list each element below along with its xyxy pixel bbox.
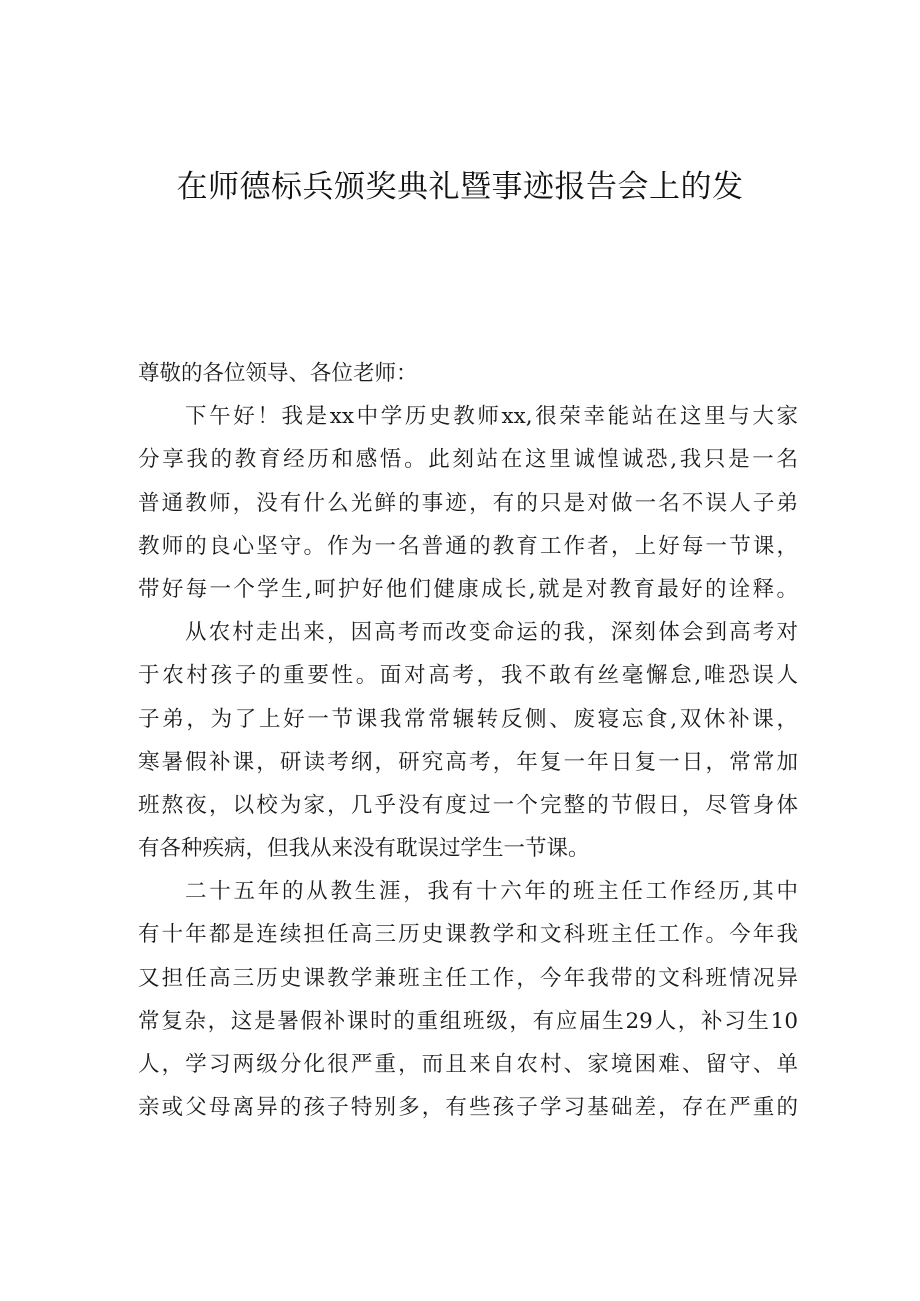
paragraph-line: 寒暑假补课，研读考纲，研究高考，年复一年日复一日，常常加 [138,749,798,775]
salutation: 尊敬的各位领导、各位老师： [138,361,418,386]
paragraph-line: 下午好！我是xx中学历史教师xx,很荣幸能站在这里与大家 [185,404,798,430]
document-title: 在师德标兵颁奖典礼暨事迹报告会上的发 [176,169,744,205]
paragraph-line: 二十五年的从教生涯，我有十六年的班主任工作经历,其中 [185,879,798,905]
paragraph-line: 亲或父母离异的孩子特别多，有些孩子学习基础差，存在严重的 [138,1095,798,1121]
paragraph-line: 班熬夜，以校为家，几乎没有度过一个完整的节假日，尽管身体 [138,792,798,818]
paragraph-line: 人，学习两级分化很严重，而且来自农村、家境困难、留守、单 [138,1052,798,1077]
paragraph-2 [138,611,798,870]
paragraph-line: 常复杂，这是暑假补课时的重组班级，有应届生29人，补习生10 [138,1008,798,1034]
paragraph-line: 又担任高三历史课教学兼班主任工作，今年我带的文科班情况异 [138,965,798,991]
paragraph-line: 带好每一个学生,呵护好他们健康成长,就是对教育最好的诠释。 [138,576,798,602]
paragraph-line: 子弟，为了上好一节课我常常辗转反侧、废寝忘食,双休补课， [138,706,798,732]
paragraph-line: 有各种疾病，但我从来没有耽误过学生一节课。 [138,836,590,862]
paragraph-line: 分享我的教育经历和感悟。此刻站在这里诚惶诚恐,我只是一名 [138,447,798,473]
paragraph-1 [138,395,798,611]
paragraph-3 [138,870,798,1129]
paragraph-line: 从农村走出来，因高考而改变命运的我，深刻体会到高考对 [185,620,798,646]
paragraph-line: 于农村孩子的重要性。面对高考，我不敢有丝毫懈怠,唯恐误人 [138,663,798,689]
paragraph-line: 普通教师，没有什么光鲜的事迹，有的只是对做一名不误人子弟 [138,490,798,516]
document-body [138,352,798,1129]
paragraph-line: 教师的良心坚守。作为一名普通的教育工作者，上好每一节课， [138,533,798,559]
paragraph-line: 有十年都是连续担任高三历史课教学和文科班主任工作。今年我 [138,922,798,948]
